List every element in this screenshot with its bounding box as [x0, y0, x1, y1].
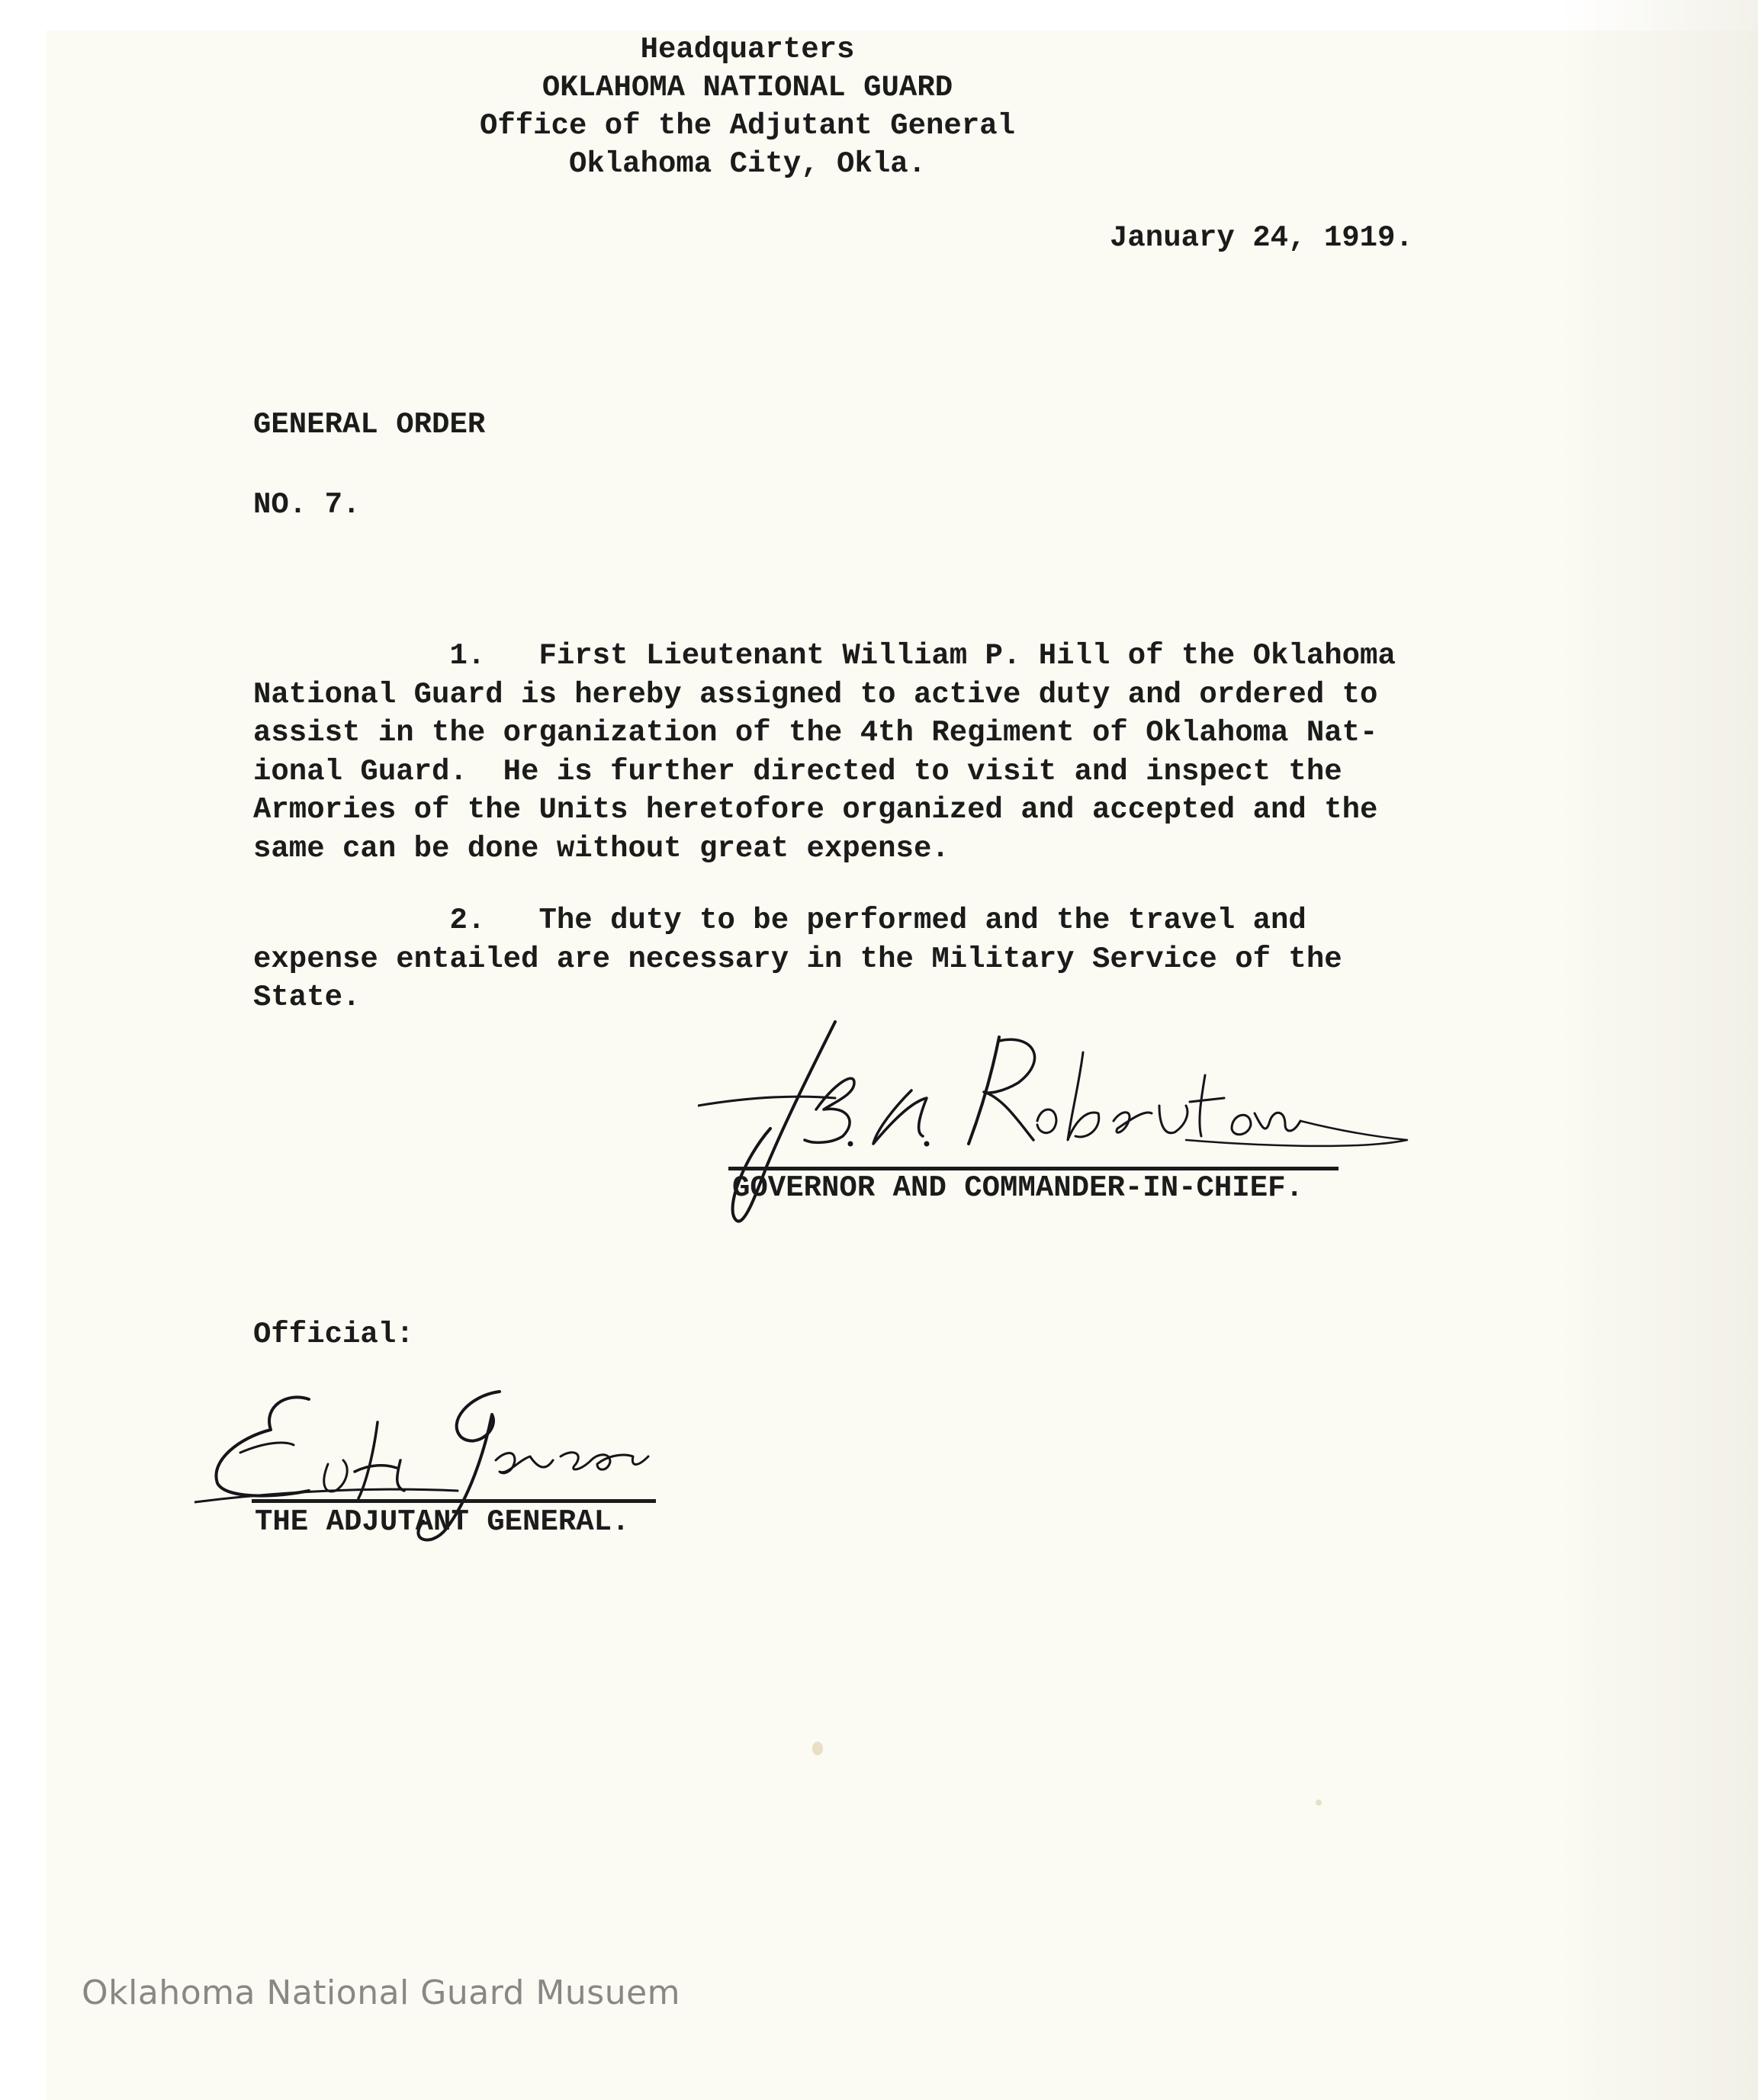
- paragraph-2: 2. The duty to be performed and the travel and expense entailed are necessary in the Military Service of the State.: [253, 904, 1342, 1014]
- museum-watermark: Oklahoma National Guard Musuem: [82, 1973, 681, 2012]
- adjutant-title: THE ADJUTANT GENERAL.: [255, 1505, 630, 1539]
- order-date: January 24, 1919.: [1110, 221, 1413, 255]
- letterhead-line-1: Headquarters: [640, 33, 855, 66]
- paper-edge-shadow: [1560, 0, 1758, 2100]
- letterhead-line-3: Office of the Adjutant General: [479, 109, 1016, 143]
- official-label: Official:: [253, 1318, 414, 1351]
- governor-title: GOVERNOR AND COMMANDER-IN-CHIEF.: [732, 1171, 1303, 1205]
- paper-stain: [1316, 1800, 1322, 1806]
- letterhead-line-4: Oklahoma City, Okla.: [568, 147, 927, 181]
- order-title: GENERAL ORDER: [253, 408, 486, 442]
- letterhead-line-2: OKLAHOMA NATIONAL GUARD: [542, 71, 953, 104]
- order-number: NO. 7.: [253, 488, 361, 522]
- letterhead: [442, 31, 1053, 183]
- paragraph-1: 1. First Lieutenant William P. Hill of the Oklahoma National Guard is hereby assigned to active duty and ordered to assist in the organization of the 4th Regiment of Oklahoma Nat- ional Guard. He is further directed to visit and inspect the Armories of the Units heretofore organized and accepted and the same can be done without great expense.: [253, 639, 1396, 865]
- paper-stain: [812, 1742, 823, 1755]
